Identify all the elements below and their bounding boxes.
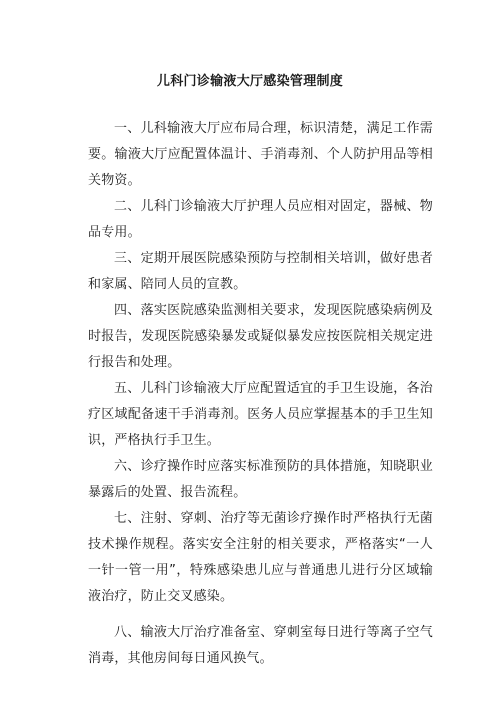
document-body	[88, 116, 433, 672]
paragraph-3: 三、定期开展医院感染预防与控制相关培训，做好患者和家属、陪同人员的宣教。	[88, 251, 433, 292]
paragraph-1: 一、儿科输液大厅应布局合理，标识清楚，满足工作需要。输液大厅应配置体温计、手消毒剂、个人防护用品等相关物资。	[88, 121, 433, 188]
paragraph-6: 六、诊疗操作时应落实标准预防的具体措施，知晓职业暴露后的处置、报告流程。	[88, 459, 433, 500]
paragraph-5: 五、儿科门诊输液大厅应配置适宜的手卫生设施，各治疗区域配备速干手消毒剂。医务人员应掌握基本的手卫生知识，严格执行手卫生。	[88, 381, 433, 448]
paragraph-2: 二、儿科门诊输液大厅护理人员应相对固定，器械、物品专用。	[88, 199, 433, 240]
paragraph-8: 八、输液大厅治疗准备室、穿刺室每日进行等离子空气消毒，其他房间每日通风换气。	[88, 625, 433, 666]
paragraph-7: 七、注射、穿刺、治疗等无菌诊疗操作时严格执行无菌技术操作规程。落实安全注射的相关要求，严格落实“一人一针一管一用”，特殊感染患儿应与普通患儿进行分区域输液治疗，防止交叉感染。	[88, 511, 433, 604]
paragraph-4: 四、落实医院感染监测相关要求，发现医院感染病例及时报告，发现医院感染暴发或疑似暴发应按医院相关规定进行报告和处理。	[88, 303, 433, 370]
document-title: 儿科门诊输液大厅感染管理制度	[156, 74, 344, 89]
